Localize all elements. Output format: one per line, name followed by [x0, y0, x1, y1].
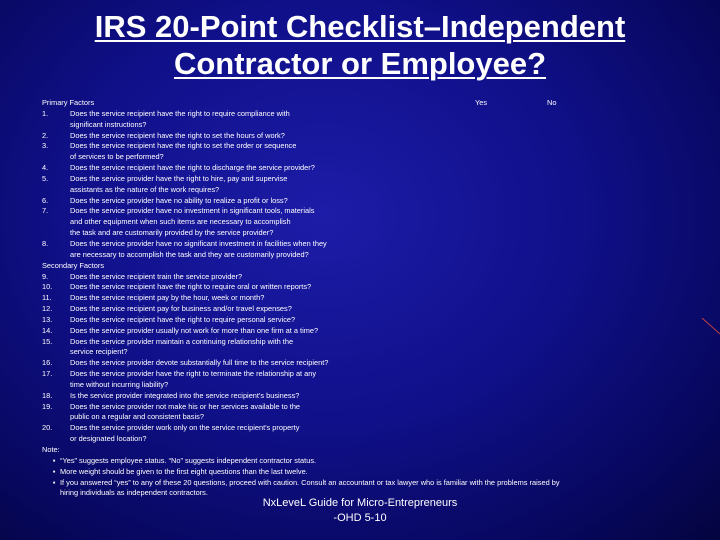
checklist-item [42, 239, 682, 250]
item-number: 16. [42, 358, 53, 368]
item-number: 11. [42, 293, 52, 303]
item-text: Does the service provider have the right to terminate the relationship at any [70, 369, 317, 379]
note-heading: Note: [42, 445, 60, 454]
checklist-item [42, 282, 682, 293]
item-text: Does the service recipient have the right to require personal service? [70, 314, 296, 324]
item-text: Does the service provider not make his or her services available to the [70, 401, 301, 411]
item-number: 15. [42, 336, 53, 346]
checklist-item [42, 174, 682, 185]
checklist-item [42, 131, 682, 142]
title-line-2: Contractor or Employee? [173, 46, 547, 81]
item-text: Does the service recipient pay by the hour, week or month? [70, 293, 265, 303]
item-number: 14. [42, 325, 53, 335]
item-number: 18. [42, 390, 53, 400]
item-number: 13. [42, 314, 53, 324]
note-item [42, 456, 682, 467]
item-text-continued: public on a regular and consistent basis? [70, 412, 204, 422]
column-header-yes: Yes [475, 98, 488, 107]
slide-title [0, 8, 720, 82]
item-text: Does the service provider have no ability to realize a profit or loss? [70, 195, 288, 205]
item-text-continued: significant instructions? [70, 119, 147, 129]
item-text: Does the service provider have the right to hire, pay and supervise [70, 173, 288, 183]
item-text: Is the service provider integrated into the service recipient's business? [70, 390, 300, 400]
checklist-item [42, 369, 682, 380]
item-number: 3. [42, 141, 49, 151]
item-number: 9. [42, 271, 49, 281]
bullet-icon: ▪ [52, 466, 56, 476]
item-text: Does the service provider maintain a continuing relationship with the [70, 336, 294, 346]
item-text: Does the service recipient have the right to discharge the service provider? [70, 163, 315, 173]
title-line-1: IRS 20-Point Checklist–Independent [94, 9, 626, 44]
item-text: Does the service recipient have the right to set the hours of work? [70, 130, 285, 140]
checklist-item [42, 109, 682, 120]
item-number: 4. [42, 163, 49, 173]
checklist-item [42, 163, 682, 174]
item-text-continued: or designated location? [70, 434, 147, 444]
checklist-item [42, 423, 682, 434]
note-text: hiring individuals as independent contractors. [60, 488, 208, 498]
note-text: “Yes” suggests employee status. “No” suggests independent contractor status. [60, 455, 317, 465]
checklist [42, 98, 682, 499]
item-text-continued: and other equipment when such items are necessary to accomplish [70, 217, 291, 227]
item-text: Does the service provider usually not work for more than one firm at a time? [70, 325, 319, 335]
item-number: 7. [42, 206, 49, 216]
checklist-item [42, 272, 682, 283]
item-number: 10. [42, 282, 53, 292]
item-text-continued: assistants as the nature of the work requires? [70, 184, 220, 194]
item-text-continued: are necessary to accomplish the task and they are customarily provided? [70, 249, 309, 259]
item-text: Does the service recipient have the right to require compliance with [70, 108, 290, 118]
item-number: 17. [42, 369, 53, 379]
checklist-item [42, 326, 682, 337]
bullet-icon: ▪ [52, 477, 56, 487]
item-text: Does the service provider devote substantially full time to the service recipient? [70, 358, 329, 368]
checklist-item [42, 391, 682, 402]
item-text: Does the service recipient have the right to require oral or written reports? [70, 282, 312, 292]
item-text: Does the service provider have no investment in significant tools, materials [70, 206, 315, 216]
note-text: More weight should be given to the first eight questions than the last twelve. [60, 466, 308, 476]
item-text: Does the service provider have no significant investment in facilities when they [70, 238, 327, 248]
checklist-item [42, 141, 682, 152]
checklist-item [42, 293, 682, 304]
decorative-line [700, 318, 720, 338]
footer-line-1: NxLeveL Guide for Micro-Entrepreneurs [262, 497, 458, 509]
bullet-icon: ▪ [52, 455, 56, 465]
column-header-no: No [547, 98, 557, 107]
checklist-item [42, 337, 682, 348]
section-heading-secondary: Secondary Factors [42, 260, 105, 270]
item-text-continued: the task and are customarily provided by the service provider? [70, 228, 274, 238]
checklist-item [42, 358, 682, 369]
item-text: Does the service recipient pay for business and/or travel expenses? [70, 304, 292, 314]
item-text-continued: service recipient? [70, 347, 128, 357]
note-text: If you answered “yes” to any of these 20 questions, proceed with caution. Consult an accountant or tax lawyer who is familiar with the problems raised by [60, 477, 560, 487]
checklist-item [42, 206, 682, 217]
item-number: 8. [42, 238, 49, 248]
note-item [42, 467, 682, 478]
item-number: 2. [42, 130, 49, 140]
item-text: Does the service recipient have the right to set the order or sequence [70, 141, 297, 151]
item-text-continued: time without incurring liability? [70, 379, 169, 389]
item-number: 20. [42, 423, 53, 433]
checklist-item [42, 315, 682, 326]
checklist-item [42, 304, 682, 315]
item-text: Does the service recipient train the service provider? [70, 271, 243, 281]
checklist-item [42, 196, 682, 207]
item-text-continued: of services to be performed? [70, 152, 164, 162]
section-heading-primary: Primary Factors [42, 98, 95, 107]
checklist-item [42, 402, 682, 413]
item-text: Does the service provider work only on the service recipient's property [70, 423, 300, 433]
item-number: 6. [42, 195, 49, 205]
item-number: 1. [42, 108, 49, 118]
item-number: 12. [42, 304, 53, 314]
footer-line-2: -OHD 5-10 [333, 512, 387, 524]
item-number: 19. [42, 401, 53, 411]
item-number: 5. [42, 173, 49, 183]
note-item [42, 478, 682, 489]
